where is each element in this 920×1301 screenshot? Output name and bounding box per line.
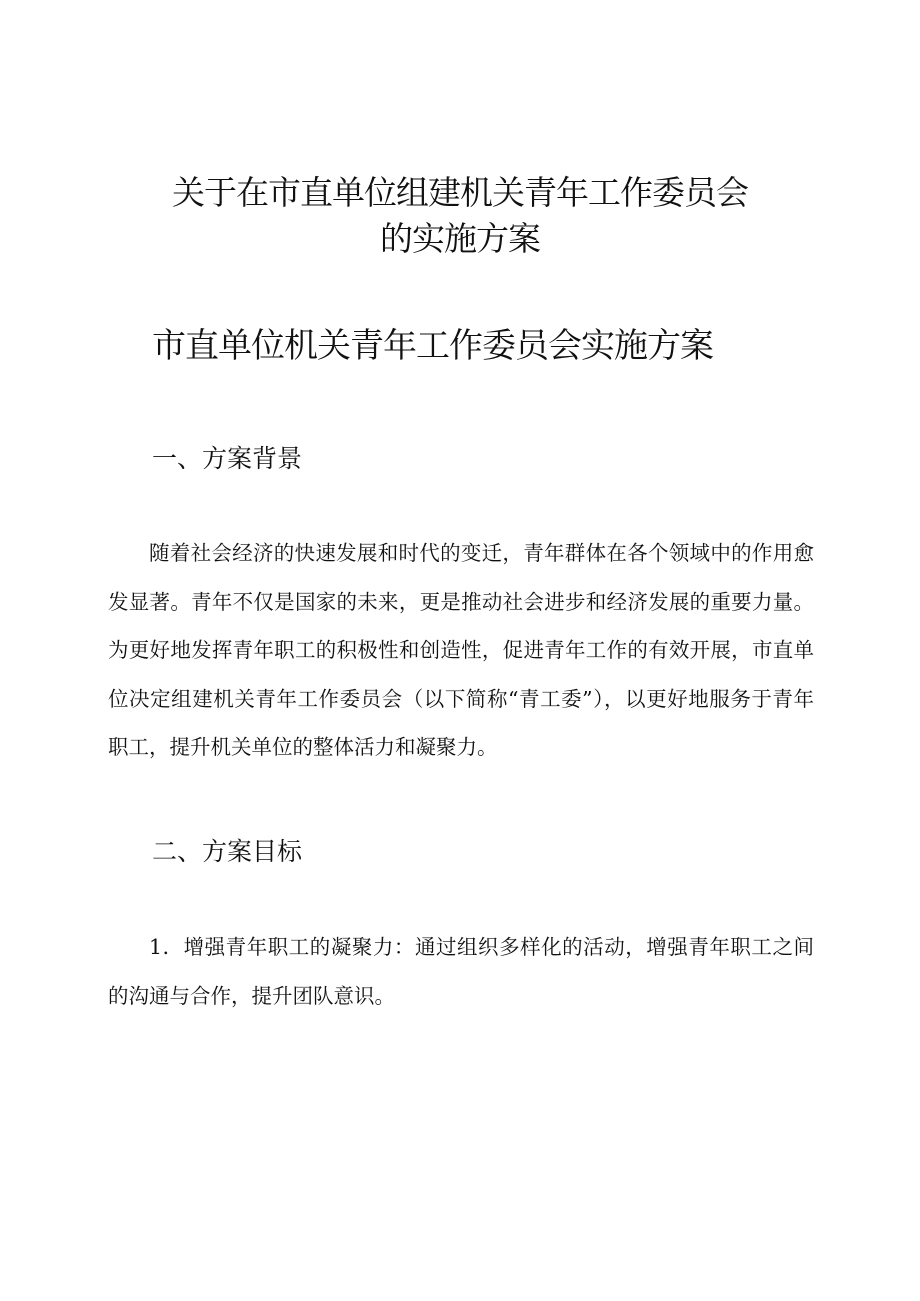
- section-heading-background: 一、方案背景: [152, 444, 303, 473]
- section-paragraph-background: 随着社会经济的快速发展和时代的变迁，青年群体在各个领域中的作用愈发显著。青年不仅是国家的未来，更是推动社会进步和经济发展的重要力量。为更好地发挥青年职工的积极性和创造性，促进青年工作的有效开展，市直单位决定组建机关青年工作委员会（以下简称“青工委”），以更好地服务于青年职工，提升机关单位的整体活力和凝聚力。: [108, 541, 814, 759]
- document-subtitle: 市直单位机关青年工作委员会实施方案: [152, 326, 713, 366]
- section-paragraph-goal-1: 1．增强青年职工的凝聚力：通过组织多样化的活动，增强青年职工之间的沟通与合作，提升团队意识。: [108, 935, 814, 1008]
- section-heading-goals: 二、方案目标: [152, 837, 303, 866]
- document-title-line-1: 关于在市直单位组建机关青年工作委员会: [172, 173, 748, 212]
- document-title-line-2: 的实施方案: [380, 219, 540, 258]
